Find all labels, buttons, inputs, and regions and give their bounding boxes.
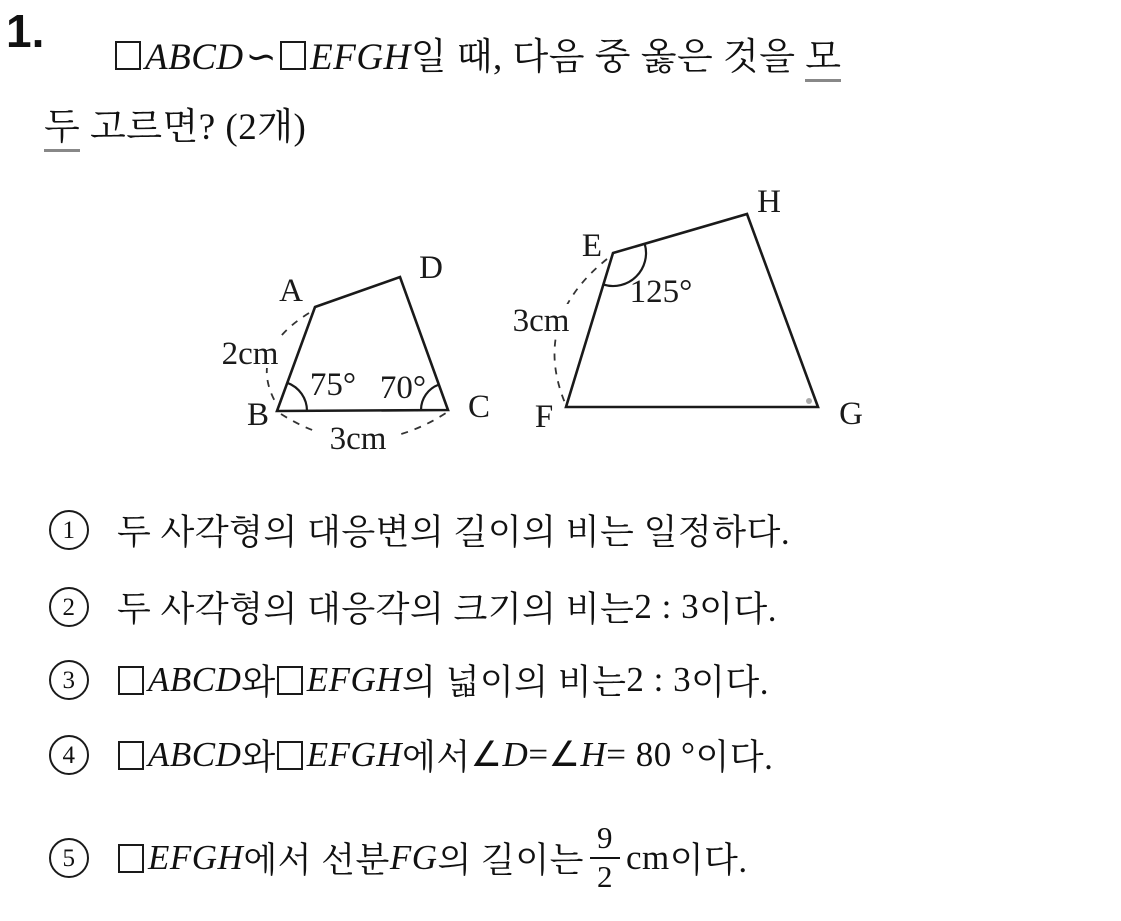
text-segment: 고르면? ( — [80, 107, 239, 148]
text-segment: ABCD — [148, 735, 242, 774]
option-text-3 — [117, 655, 769, 705]
text-segment: 와 — [241, 738, 276, 777]
vertex-label-f: F — [534, 399, 554, 435]
text-segment: 와 — [241, 663, 276, 702]
square-symbol — [118, 741, 144, 770]
text-segment: 일 때, 다음 중 옳은 것을 — [410, 37, 806, 78]
vertex-label-e: E — [581, 228, 603, 264]
fraction — [590, 822, 620, 893]
vertex-label-b: B — [246, 397, 270, 433]
text-segment: ∽ — [245, 35, 278, 78]
option-circled-number-3: 3 — [49, 660, 89, 700]
option-row-1 — [49, 502, 790, 558]
text-segment: FG — [389, 838, 438, 877]
quad-efgh-outline — [566, 214, 818, 407]
option-row-4 — [49, 727, 773, 783]
option-text-4 — [117, 730, 773, 780]
text-segment: ∠ — [548, 735, 581, 775]
option-text-2 — [117, 582, 777, 632]
fraction-numerator: 9 — [590, 822, 620, 859]
text-segment: 2 : 3 — [626, 660, 692, 699]
text-segment: H — [580, 735, 607, 774]
angle-label-b: 75° — [309, 367, 357, 403]
option-row-5 — [49, 813, 748, 903]
side-label-ab: 2cm — [221, 336, 279, 372]
text-segment: 이다. — [669, 841, 748, 880]
square-symbol — [118, 666, 144, 695]
option-circled-number-4: 4 — [49, 735, 89, 775]
text-segment: 의 길이는 — [437, 841, 584, 880]
text-segment: 두 — [44, 107, 80, 152]
square-symbol — [277, 741, 303, 770]
text-segment: EFGH — [148, 838, 244, 877]
text-segment: = 80 ° — [606, 735, 696, 774]
text-segment: 이다. — [695, 738, 774, 777]
text-segment: 이다. — [699, 590, 777, 629]
option-row-3 — [49, 652, 769, 708]
text-segment: EFGH — [306, 735, 403, 774]
side-label-ef: 3cm — [512, 303, 570, 339]
option-text-1 — [117, 505, 790, 555]
text-segment: 모 — [805, 37, 841, 82]
angle-arc-b — [287, 383, 307, 411]
vertex-label-d: D — [419, 250, 443, 286]
square-symbol — [277, 666, 303, 695]
angle-label-e: 125° — [629, 274, 693, 310]
text-segment: EFGH — [306, 660, 403, 699]
vertex-label-a: A — [279, 273, 303, 309]
text-segment: ABCD — [145, 37, 244, 78]
text-segment: ∠ — [470, 735, 503, 775]
text-segment: 개) — [257, 107, 307, 148]
text-segment: 의 넓이의 비는 — [402, 663, 627, 702]
text-segment: D — [502, 735, 529, 774]
side-label-bc: 3cm — [329, 421, 387, 457]
vertex-label-h: H — [757, 184, 781, 220]
text-segment: 2 : 3 — [634, 587, 700, 626]
text-segment: cm — [625, 838, 670, 877]
option-row-2 — [49, 579, 777, 635]
option-text-5 — [117, 822, 748, 893]
text-segment: ABCD — [148, 660, 242, 699]
fraction-denominator: 2 — [596, 859, 613, 894]
vertex-label-c: C — [467, 389, 491, 425]
text-segment: 2 — [238, 107, 258, 148]
square-symbol — [118, 844, 144, 873]
text-segment: 에서 선분 — [243, 841, 390, 880]
text-segment: 두 사각형의 대응각의 크기의 비는 — [117, 590, 635, 629]
problem-number: 1. — [6, 5, 45, 57]
option-circled-number-1: 1 — [49, 510, 89, 550]
text-segment: EFGH — [310, 37, 411, 78]
text-segment: 에서 — [402, 738, 471, 777]
text-segment: = — [528, 735, 549, 774]
text-segment: 이다. — [691, 663, 769, 702]
angle-label-c: 70° — [379, 370, 427, 406]
option-circled-number-5: 5 — [49, 838, 89, 878]
text-segment: 두 사각형의 대응변의 길이의 비는 일정하다. — [117, 513, 791, 552]
option-circled-number-2: 2 — [49, 587, 89, 627]
corner-mark-g — [806, 398, 812, 404]
vertex-label-g: G — [839, 396, 863, 432]
